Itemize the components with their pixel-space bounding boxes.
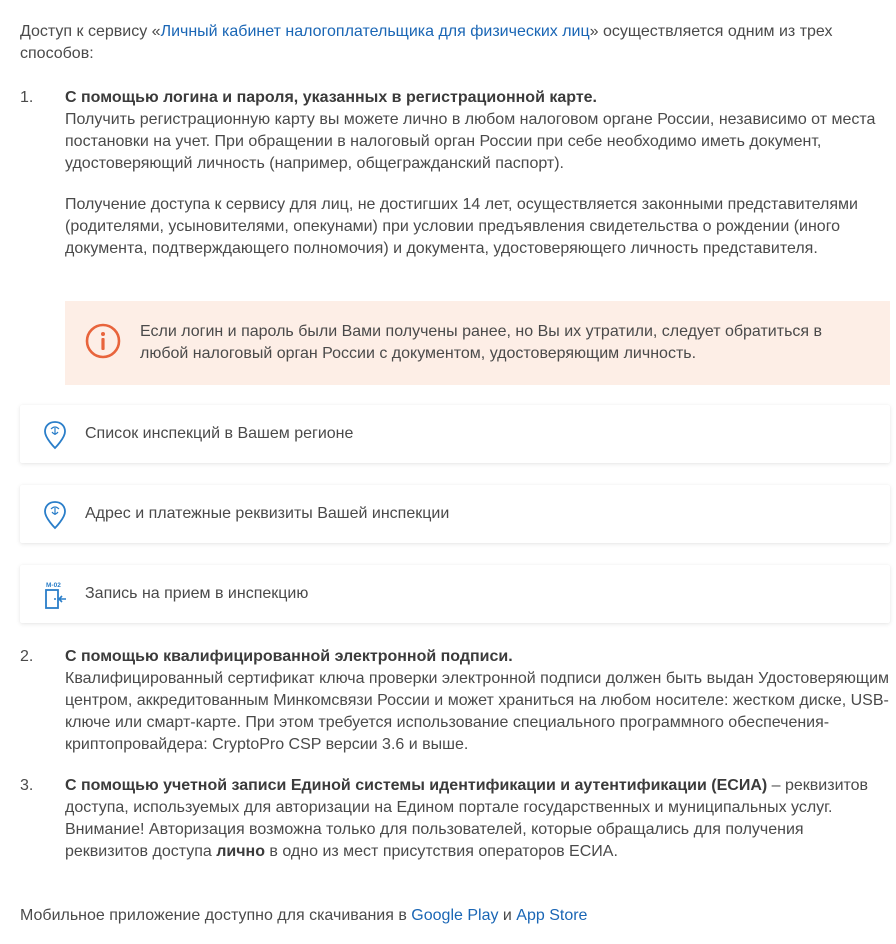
item-3-heading — [65, 775, 891, 819]
item-1-paragraph-2: Получение доступа к сервису для лиц, не достигших 14 лет, осуществляется законными представителями (родителями, усыновителями, опекунами) при условии предъявления свидетельства о рождении (иного документа, подтверждающего полномочия) и документа, удостоверяющего личность представителя. — [65, 196, 858, 257]
lk-service-link[interactable]: Личный кабинет налогоплательщика для физических лиц — [160, 23, 590, 40]
inspections-list-card[interactable] — [20, 405, 890, 463]
card-label: Запись на прием в инспекцию — [85, 585, 309, 602]
intro-before: Доступ к сервису « — [20, 23, 161, 40]
alert-text: Если логин и пароль были Вами получены ранее, но Вы их утратили, следует обратиться в любой налоговый орган России с документом, удостоверяющим личность. — [140, 323, 823, 362]
item-1-number: 1. — [20, 89, 34, 106]
footer-middle: и — [498, 907, 517, 924]
note-before: Внимание! Авторизация возможна только для пользователей, которые обращались для получения реквизитов доступа — [65, 821, 804, 860]
inspection-requisites-card[interactable] — [20, 485, 890, 543]
map-pin-emblem-icon — [42, 420, 68, 450]
item-2-number: 2. — [20, 648, 34, 665]
lost-credentials-alert — [65, 301, 890, 385]
item-3 — [65, 775, 891, 863]
door-entry-icon — [42, 580, 68, 610]
item-3-note — [65, 819, 891, 863]
app-store-link[interactable]: App Store — [516, 907, 588, 924]
item-3-title: С помощью учетной записи Единой системы идентификации и аутентификации (ЕСИА) — [65, 777, 768, 794]
note-after: в одно из мест присутствия операторов ЕСИА. — [264, 843, 618, 860]
item-1-title: С помощью логина и пароля, указанных в регистрационной карте. — [65, 89, 597, 106]
door-icon-text: M-02 — [46, 582, 61, 589]
item-3-title-suffix: – реквизитов доступа, используемых для авторизации на Едином портале государственных и муниципальных услуг. — [65, 777, 869, 816]
map-pin-emblem-icon — [42, 500, 68, 530]
footer-before: Мобильное приложение доступно для скачивания в — [20, 907, 412, 924]
google-play-link[interactable]: Google Play — [411, 907, 499, 924]
card-label: Список инспекций в Вашем регионе — [85, 425, 354, 442]
card-label: Адрес и платежные реквизиты Вашей инспекции — [85, 505, 450, 522]
info-icon — [85, 323, 121, 359]
note-bold: лично — [216, 843, 265, 860]
appointment-card[interactable] — [20, 565, 890, 623]
intro-after: » осуществляется одним из трех способов: — [20, 23, 833, 62]
intro-text — [20, 21, 890, 65]
item-1 — [65, 87, 891, 175]
item-1-paragraph-1: Получить регистрационную карту вы можете лично в любом налоговом органе России, независимо от места постановки на учет. При обращении в налоговый орган России при себе необходимо иметь документ, удостоверяющий личность (например, общегражданский паспорт). — [65, 111, 876, 172]
item-2-title: С помощью квалифицированной электронной подписи. — [65, 648, 513, 665]
item-2 — [65, 646, 891, 756]
item-3-number: 3. — [20, 777, 34, 794]
item-2-paragraph: Квалифицированный сертификат ключа проверки электронной подписи должен быть выдан Удостоверяющим центром, аккредитованным Минкомсвязи России и может храниться на любом носителе: жестком диске, USB-ключе или смарт-карте. При этом требуется использование специального программного обеспечения-криптопровайдера: CryptoPro CSP версии 3.6 и выше. — [65, 670, 889, 753]
footer-text — [20, 905, 890, 927]
